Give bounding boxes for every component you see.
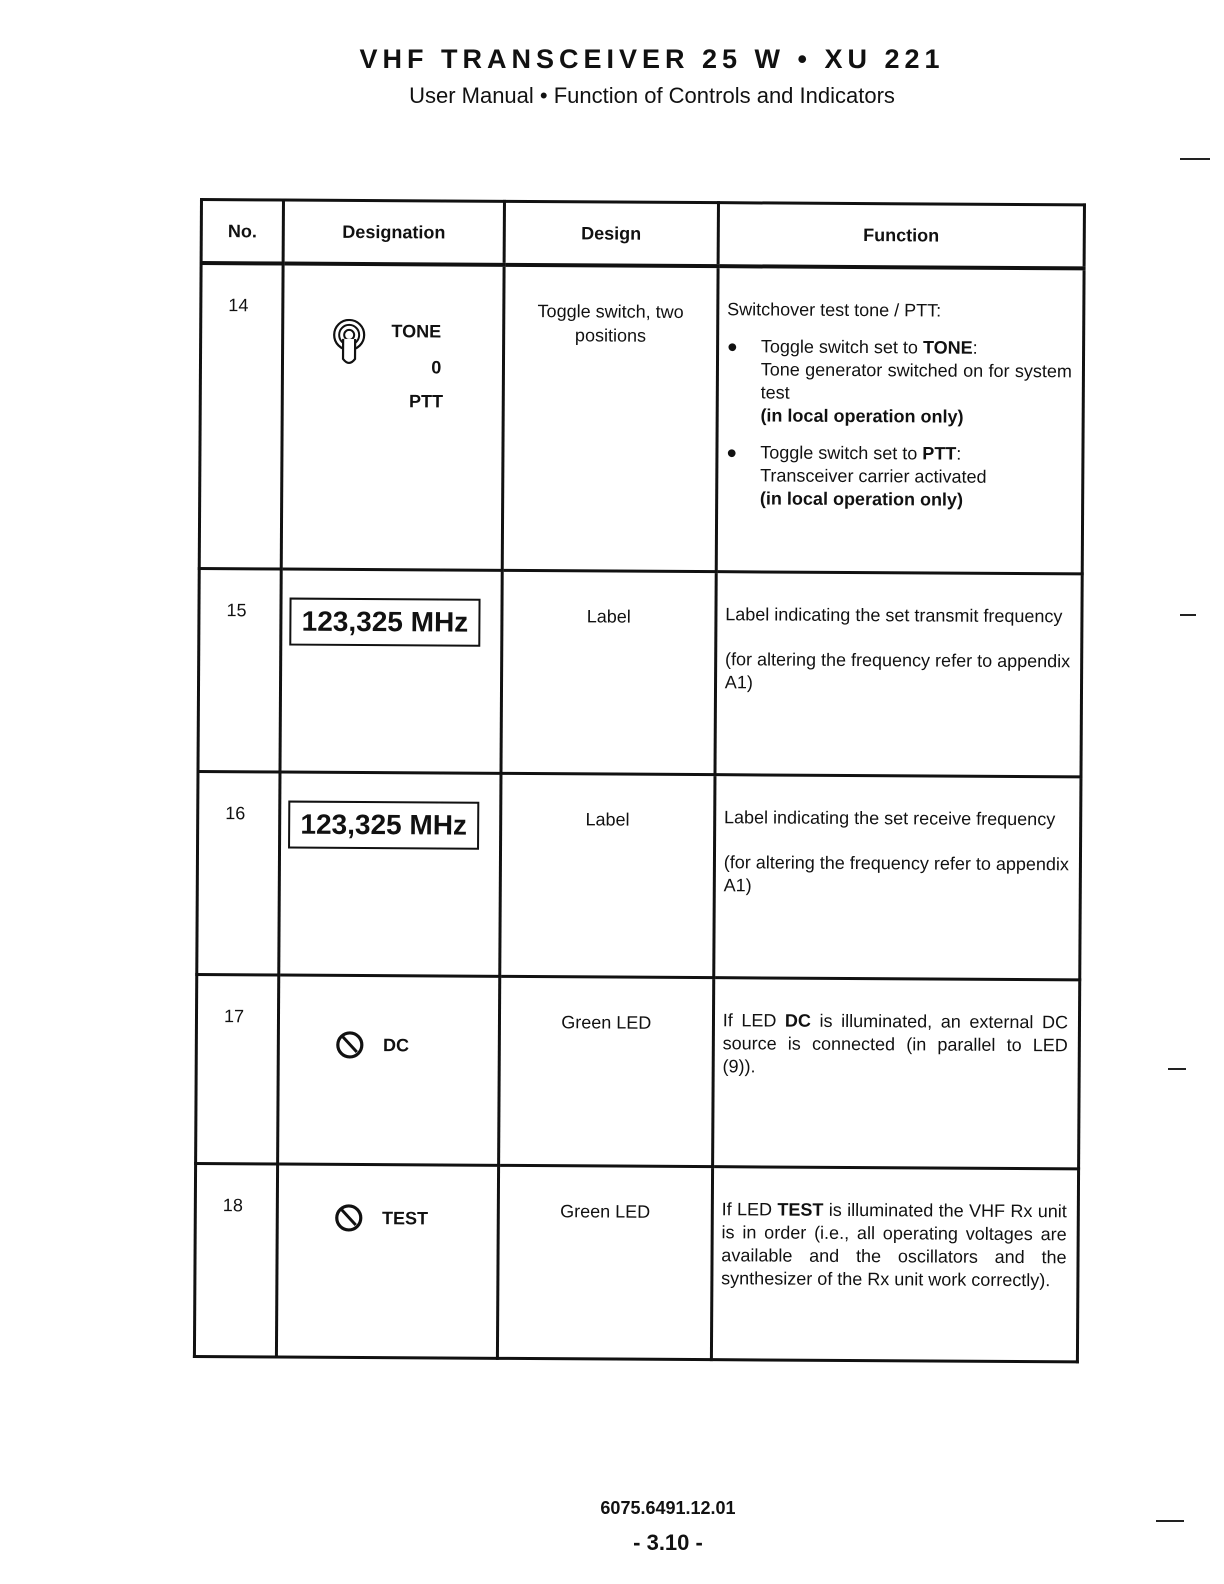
designation-cell bbox=[280, 569, 502, 773]
table-row bbox=[199, 263, 1084, 574]
function-text: Label indicating the set receive frequency bbox=[723, 807, 1056, 830]
designation-cell bbox=[282, 264, 504, 571]
toggle-label-ptt: PTT bbox=[408, 391, 444, 412]
bullet-content bbox=[760, 441, 987, 511]
page-number: - 3.10 - bbox=[633, 1530, 703, 1555]
bullet-lead: Toggle switch set to bbox=[760, 336, 924, 358]
frequency-label-box: 123,325 MHz bbox=[288, 801, 479, 850]
bullet-bold-term: TONE bbox=[922, 337, 973, 358]
led-label: TEST bbox=[381, 1207, 429, 1228]
function-post: is illuminated the VHF Rx unit is in order (i.e., all operating voltages are available and the oscillators and the synthesizer of the Rx unit work correctly). bbox=[721, 1199, 1067, 1291]
row-number: 16 bbox=[197, 771, 281, 974]
function-cell bbox=[712, 978, 1079, 1169]
toggle-switch-icon bbox=[331, 319, 371, 371]
led-label: DC bbox=[383, 1034, 410, 1055]
list-item bbox=[726, 441, 1072, 512]
designation-cell bbox=[277, 1164, 499, 1358]
document-title: VHF TRANSCEIVER 25 W • XU 221 bbox=[359, 44, 945, 74]
margin-mark bbox=[1168, 1068, 1186, 1070]
toggle-designation bbox=[285, 267, 501, 412]
list-item bbox=[726, 335, 1072, 429]
document-number: 6075.6491.12.01 bbox=[600, 1498, 736, 1518]
designation-cell bbox=[278, 975, 500, 1165]
bullet-text: Tone generator switched on for system test bbox=[760, 359, 1073, 403]
led-indicator-icon bbox=[335, 1030, 365, 1060]
bullet-content bbox=[760, 335, 1072, 429]
table-header-row bbox=[201, 200, 1084, 269]
bullet-heading bbox=[761, 335, 1072, 360]
design-cell: Green LED bbox=[498, 976, 713, 1166]
row-number: 17 bbox=[196, 974, 279, 1163]
function-cell bbox=[716, 266, 1084, 574]
column-header-design: Design bbox=[504, 201, 718, 266]
designation-cell bbox=[279, 772, 501, 976]
row-number: 18 bbox=[194, 1163, 277, 1356]
table-row bbox=[196, 974, 1080, 1168]
row-number: 15 bbox=[198, 569, 282, 772]
column-header-designation: Designation bbox=[283, 200, 504, 265]
bullet-heading bbox=[760, 441, 987, 465]
function-pre: If LED bbox=[721, 1199, 778, 1220]
function-cell bbox=[711, 1167, 1078, 1362]
margin-mark bbox=[1156, 1520, 1184, 1522]
column-header-no: No. bbox=[201, 200, 284, 264]
bullet-tail: : bbox=[972, 337, 978, 358]
bullet-icon: ● bbox=[726, 336, 738, 357]
bullet-lead: Toggle switch set to bbox=[760, 442, 923, 464]
frequency-label-box: 123,325 MHz bbox=[290, 598, 481, 647]
toggle-label-tone: TONE bbox=[391, 321, 442, 342]
toggle-label-zero: 0 bbox=[431, 357, 442, 378]
design-cell: Label bbox=[500, 773, 715, 977]
bullet-text: Transceiver carrier activated bbox=[760, 465, 987, 487]
function-bold-term: DC bbox=[784, 1010, 812, 1031]
bullet-tail: : bbox=[956, 443, 962, 464]
function-bold-term: TEST bbox=[777, 1199, 824, 1220]
table-row bbox=[194, 1163, 1078, 1361]
function-post: is illuminated, an external DC source is connected (in parallel to LED (9)). bbox=[722, 1010, 1069, 1077]
bullet-note: (in local operation only) bbox=[760, 405, 964, 427]
bullet-bold-term: PTT bbox=[922, 443, 957, 464]
led-indicator-icon bbox=[334, 1203, 364, 1233]
function-intro: Switchover test tone / PTT: bbox=[727, 299, 942, 321]
margin-mark bbox=[1180, 158, 1210, 160]
function-text: Label indicating the set transmit frequency bbox=[725, 604, 1063, 627]
led-designation bbox=[334, 1203, 496, 1234]
row-number: 14 bbox=[199, 263, 283, 569]
function-cell bbox=[715, 572, 1082, 777]
margin-mark bbox=[1180, 614, 1196, 616]
page-header bbox=[0, 44, 1224, 109]
design-cell: Label bbox=[501, 570, 716, 774]
document-subtitle: User Manual • Function of Controls and Indicators bbox=[409, 83, 895, 108]
table-row bbox=[198, 569, 1082, 777]
table-row bbox=[197, 771, 1081, 979]
function-note: (for altering the frequency refer to appendix A1) bbox=[723, 852, 1070, 896]
controls-table bbox=[193, 198, 1086, 1363]
function-note: (for altering the frequency refer to appendix A1) bbox=[724, 649, 1071, 693]
design-cell: Toggle switch, two positions bbox=[502, 265, 718, 572]
function-cell bbox=[714, 775, 1081, 980]
led-designation bbox=[335, 1030, 497, 1061]
bullet-note: (in local operation only) bbox=[759, 488, 964, 510]
design-cell: Green LED bbox=[497, 1165, 712, 1359]
function-pre: If LED bbox=[722, 1010, 786, 1031]
bullet-icon: ● bbox=[726, 442, 738, 463]
column-header-function: Function bbox=[718, 203, 1085, 269]
